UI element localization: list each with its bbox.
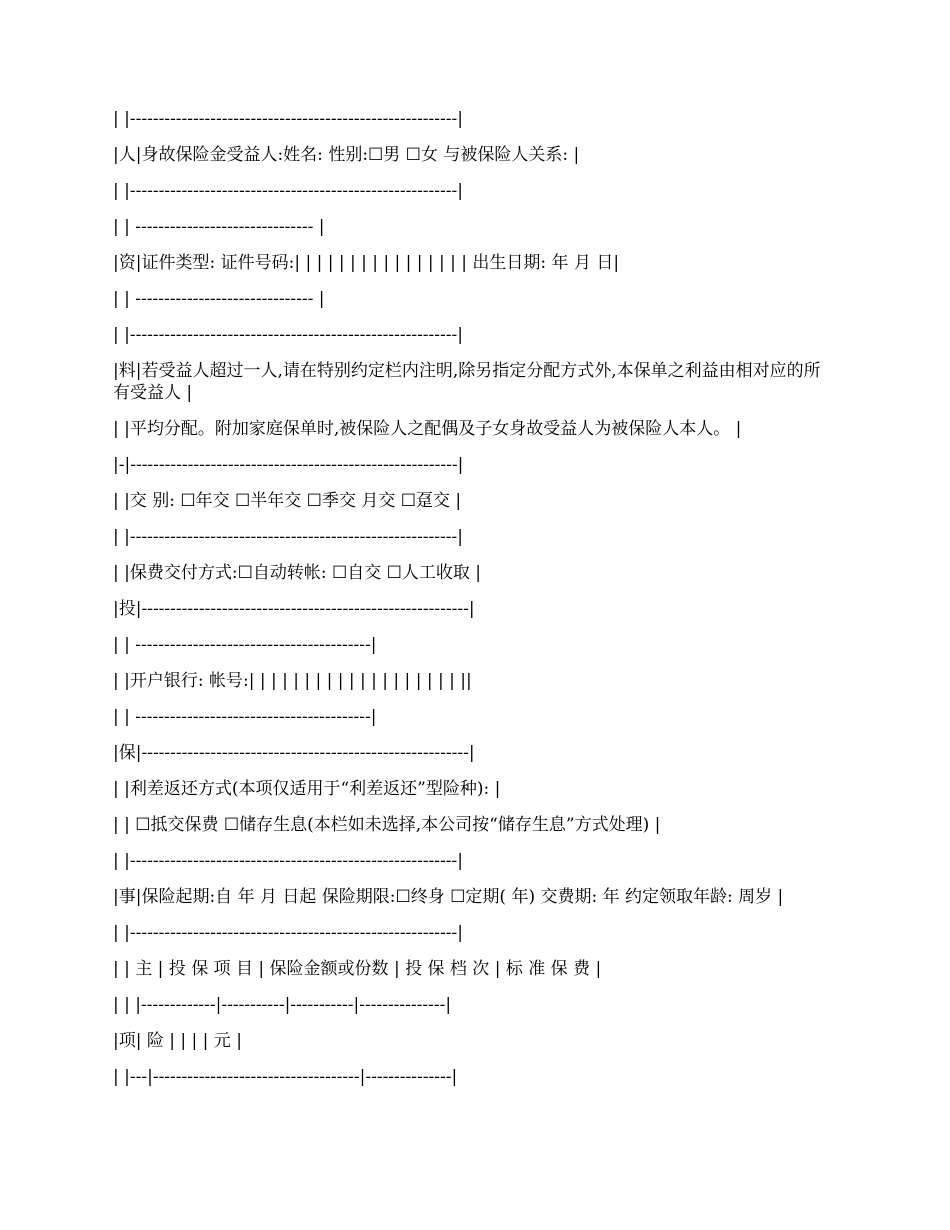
text-line: | |---------------------------------------------------------|: [113, 923, 464, 943]
text-line: | | ------------------------------- |: [113, 217, 325, 237]
text-line: |保|---------------------------------------------------------|: [113, 743, 475, 763]
text-line: |项| 险 | | | | 元 |: [113, 1031, 242, 1051]
text-line: |料|若受益人超过一人,请在特别约定栏内注明,除另指定分配方式外,本保单之利益由相对应的所有受益人 |: [113, 361, 821, 403]
text-line: | |---------------------------------------------------------|: [113, 181, 464, 201]
text-line: | |平均分配。附加家庭保单时,被保险人之配偶及子女身故受益人为被保险人本人。 |: [113, 419, 742, 439]
text-line: | | 主 | 投 保 项 目 | 保险金额或份数 | 投 保 档 次 | 标 准 保 费 |: [113, 959, 602, 979]
text-line: | | -----------------------------------------|: [113, 707, 377, 727]
text-line: |-|---------------------------------------------------------|: [113, 455, 464, 475]
text-line: | |---------------------------------------------------------|: [113, 527, 464, 547]
text-line: | |---------------------------------------------------------|: [113, 325, 464, 345]
text-line: | | ☐抵交保费 ☐储存生息(本栏如未选择,本公司按“储存生息”方式处理) |: [113, 815, 661, 835]
text-line: | |---------------------------------------------------------|: [113, 109, 464, 129]
text-line: | |交 别: ☐年交 ☐半年交 ☐季交 月交 ☐趸交 |: [113, 491, 462, 511]
text-line: | | -----------------------------------------|: [113, 635, 377, 655]
text-line: | |---|------------------------------------|---------------|: [113, 1067, 458, 1087]
text-line: | |---------------------------------------------------------|: [113, 851, 464, 871]
text-line: |事|保险起期:自 年 月 日起 保险期限:☐终身 ☐定期( 年) 交费期: 年 约定领取年龄: 周岁 |: [113, 887, 784, 907]
text-line: |投|---------------------------------------------------------|: [113, 599, 475, 619]
text-line: |人|身故保险金受益人:姓名: 性别:☐男 ☐女 与被保险人关系: |: [113, 145, 580, 165]
text-line: | | ------------------------------- |: [113, 289, 325, 309]
text-line: | |开户银行: 帐号:| | | | | | | | | | | | | | | | | | | ||: [113, 671, 472, 691]
text-line: | |利差返还方式(本项仅适用于“利差返还”型险种): |: [113, 779, 501, 799]
text-line: | |保费交付方式:☐自动转帐: ☐自交 ☐人工收取 |: [113, 563, 481, 583]
text-line: | | |-------------|-----------|-----------|---------------|: [113, 995, 452, 1015]
document-page: [113, 108, 833, 1102]
text-line: |资|证件类型: 证件号码:| | | | | | | | | | | | | | | | 出生日期: 年 月 日|: [113, 253, 620, 273]
